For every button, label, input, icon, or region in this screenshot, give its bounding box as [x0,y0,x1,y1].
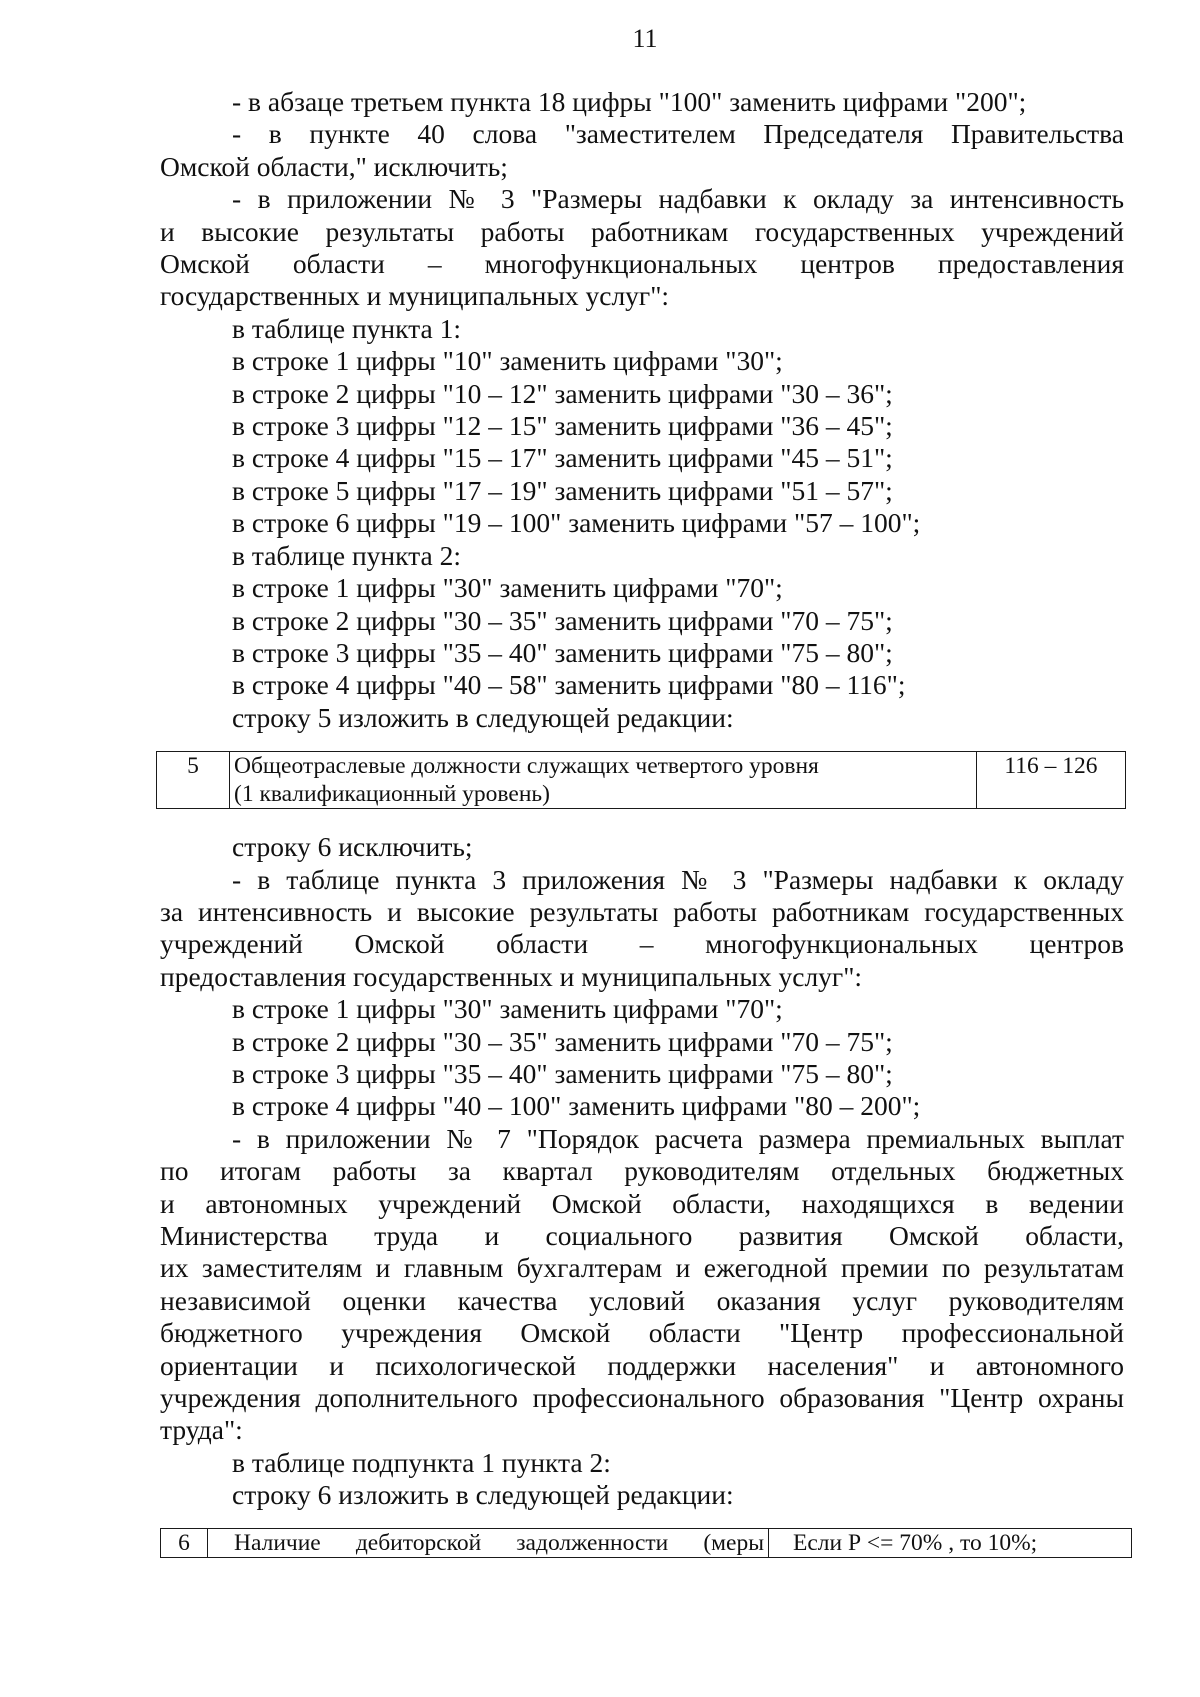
paragraph: Омской области," исключить; [160,150,508,182]
paragraph: в строке 1 цифры "30" заменить цифрами "70"; [232,572,783,604]
paragraph: учреждений Омской области – многофункциональных центров [160,928,1124,960]
paragraph: в таблице пункта 2: [232,539,461,571]
table-row [161,1528,1132,1557]
paragraph: Омской области – многофункциональных центров предоставления [160,248,1124,280]
amendment-table-row-5 [156,751,1126,809]
paragraph: - в пункте 40 слова "заместителем Председателя Правительства [232,118,1124,150]
paragraph: независимой оценки качества условий оказания услуг руководителям [160,1284,1124,1316]
paragraph: в строке 3 цифры "12 – 15" заменить цифрами "36 – 45"; [232,410,893,442]
paragraph: в строке 5 цифры "17 – 19" заменить цифрами "51 – 57"; [232,474,893,506]
table-cell-value: 116 – 126 [977,752,1126,809]
paragraph: в строке 1 цифры "30" заменить цифрами "70"; [232,993,783,1025]
paragraph: в строке 2 цифры "30 – 35" заменить цифрами "70 – 75"; [232,604,893,636]
paragraph: в строке 3 цифры "35 – 40" заменить цифрами "75 – 80"; [232,636,893,668]
paragraph: труда": [160,1414,243,1446]
paragraph: учреждения дополнительного профессионального образования "Центр охраны [160,1382,1124,1414]
paragraph: в таблице пункта 1: [232,312,461,344]
paragraph: и автономных учреждений Омской области, находящихся в ведении [160,1187,1124,1219]
paragraph: бюджетного учреждения Омской области "Центр профессиональной [160,1317,1124,1349]
paragraph: - в приложении № 7 "Порядок расчета размера премиальных выплат [232,1122,1124,1154]
paragraph: государственных и муниципальных услуг": [160,280,670,312]
table-cell-text: (1 квалификационный уровень) [234,781,550,808]
paragraph: в строке 2 цифры "10 – 12" заменить цифрами "30 – 36"; [232,377,893,409]
page-number: 11 [632,24,658,53]
table-cell-value: Если Р <= 70% , то 10%; [769,1528,1132,1557]
paragraph: по итогам работы за квартал руководителям отдельных бюджетных [160,1155,1124,1187]
paragraph: - в таблице пункта 3 приложения № 3 "Размеры надбавки к окладу [232,863,1124,895]
paragraph: ориентации и психологической поддержки населения" и автономного [160,1349,1124,1381]
paragraph: Министерства труда и социального развития Омской области, [160,1220,1124,1251]
paragraph: в строке 3 цифры "35 – 40" заменить цифрами "75 – 80"; [232,1057,893,1089]
paragraph: строку 6 изложить в следующей редакции: [232,1479,734,1511]
paragraph: предоставления государственных и муниципальных услуг": [160,960,863,992]
paragraph: - в приложении № 3 "Размеры надбавки к окладу за интенсивность [232,183,1124,215]
paragraph: в строке 2 цифры "30 – 35" заменить цифрами "70 – 75"; [232,1025,893,1057]
paragraph: строку 5 изложить в следующей редакции: [232,701,734,733]
spacer [160,809,1124,831]
paragraph: в таблице подпункта 1 пункта 2: [232,1446,611,1478]
table-cell-number: 6 [161,1528,208,1557]
paragraph: в строке 6 цифры "19 – 100" заменить цифрами "57 – 100"; [232,507,921,539]
table-cell-criterion: Наличие дебиторской задолженности (меры [208,1528,769,1557]
table-cell-text: Общеотраслевые должности служащих четвертого уровня [234,753,819,780]
paragraph: за интенсивность и высокие результаты работы работникам государственных [160,895,1124,927]
paragraph: в строке 1 цифры "10" заменить цифрами "30"; [232,345,783,377]
paragraph: в строке 4 цифры "40 – 100" заменить цифрами "80 – 200"; [232,1090,921,1122]
table-row [157,752,1126,809]
paragraph: - в абзаце третьем пункта 18 цифры "100" заменить цифрами "200"; [232,86,1027,117]
paragraph: и высокие результаты работы работникам государственных учреждений [160,215,1124,247]
amendment-table-row-6 [160,1528,1132,1558]
table-cell-position [230,752,977,809]
paragraph: их заместителям и главным бухгалтерам и ежегодной премии по результатам [160,1252,1124,1284]
paragraph: в строке 4 цифры "15 – 17" заменить цифрами "45 – 51"; [232,442,893,474]
document-body [160,86,1124,1558]
paragraph: строку 6 исключить; [232,831,473,863]
paragraph: в строке 4 цифры "40 – 58" заменить цифрами "80 – 116"; [232,669,906,701]
table-cell-number: 5 [157,752,230,809]
